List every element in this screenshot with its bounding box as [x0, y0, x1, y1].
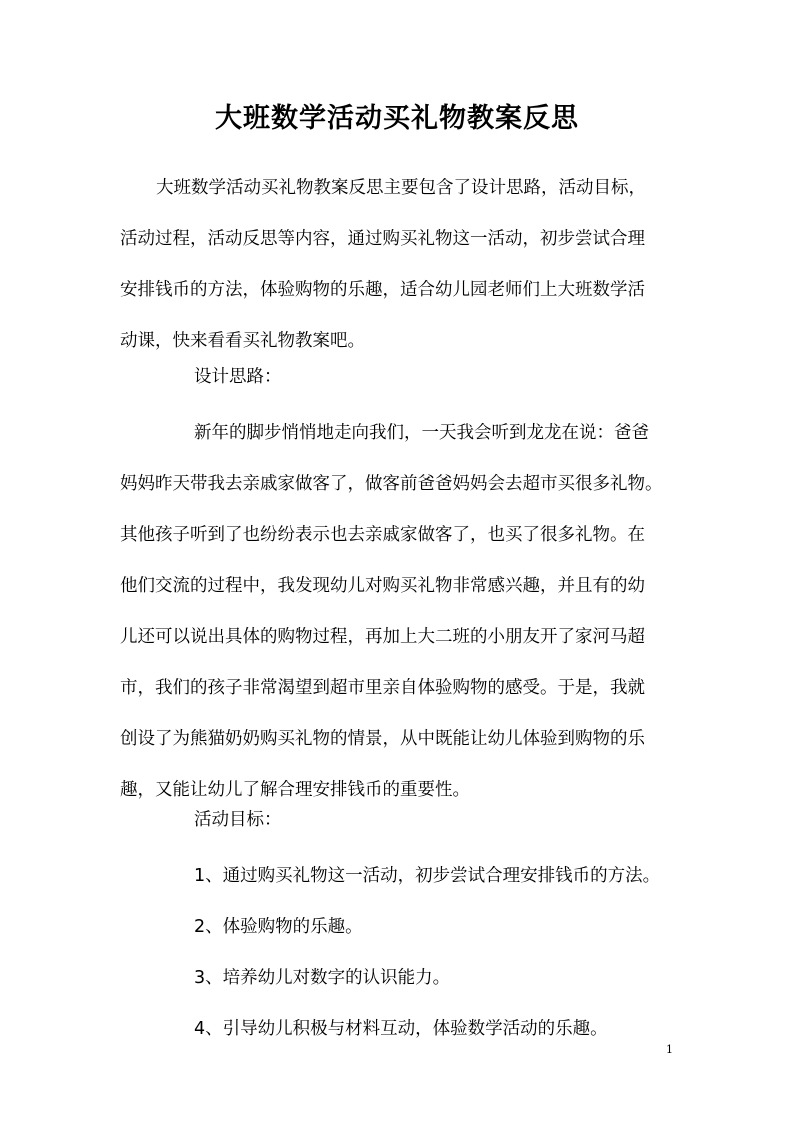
goals-heading-block — [120, 795, 680, 846]
design-heading-block — [120, 352, 680, 403]
design-line: 市，我们的孩子非常渴望到超市里亲自体验购物的感受。于是，我就 — [120, 678, 645, 698]
goals-heading: 活动目标： — [194, 810, 282, 830]
intro-paragraph — [120, 163, 680, 367]
goal-item: 2、体验购物的乐趣。 — [194, 917, 363, 937]
page-number: 1 — [666, 1043, 673, 1056]
design-line: 妈妈昨天带我去亲戚家做客了，做客前爸爸妈妈会去超市买很多礼物。 — [120, 474, 663, 494]
goal-item: 4、引导幼儿积极与材料互动，体验数学活动的乐趣。 — [194, 1019, 608, 1039]
intro-line: 大班数学活动买礼物教案反思主要包含了设计思路，活动目标， — [156, 178, 646, 198]
goal-item: 3、培养幼儿对数字的认识能力。 — [194, 968, 451, 988]
design-line: 创设了为熊猫奶奶购买礼物的情景，从中既能让幼儿体验到购物的乐 — [120, 729, 645, 749]
document-title: 大班数学活动买礼物教案反思 — [215, 103, 579, 134]
goal-item: 1、通过购买礼物这一活动，初步尝试合理安排钱币的方法。 — [194, 866, 661, 886]
intro-line: 活动过程，活动反思等内容，通过购买礼物这一活动，初步尝试合理 — [120, 229, 645, 249]
design-line: 新年的脚步悄悄地走向我们，一天我会听到龙龙在说：爸爸 — [194, 423, 649, 443]
goals-list — [120, 851, 680, 1055]
design-line: 儿还可以说出具体的购物过程，再加上大二班的小朋友开了家河马超 — [120, 627, 645, 647]
design-paragraph — [120, 408, 680, 816]
intro-line: 安排钱币的方法，体验购物的乐趣，适合幼儿园老师们上大班数学活 — [120, 280, 645, 300]
design-line: 他们交流的过程中，我发现幼儿对购买礼物非常感兴趣，并且有的幼 — [120, 576, 645, 596]
intro-line: 动课，快来看看买礼物教案吧。 — [120, 331, 365, 351]
design-line: 趣，又能让幼儿了解合理安排钱币的重要性。 — [120, 780, 470, 800]
design-line: 其他孩子听到了也纷纷表示也去亲戚家做客了，也买了很多礼物。在 — [120, 525, 645, 545]
design-heading: 设计思路： — [194, 367, 282, 387]
